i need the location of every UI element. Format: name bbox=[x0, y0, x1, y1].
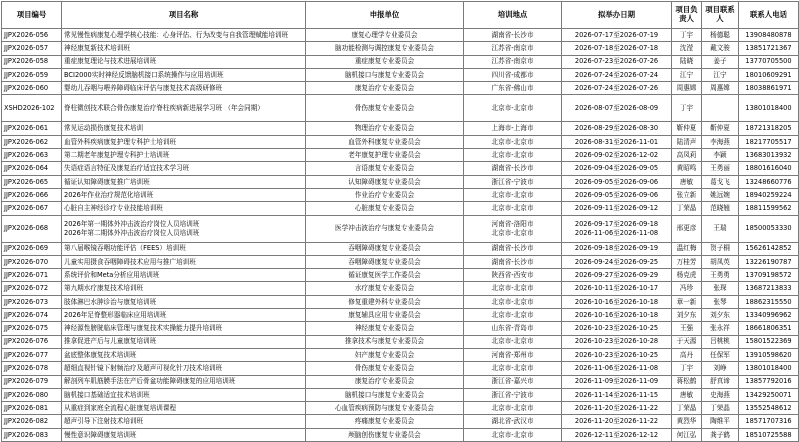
cell-unit: 心血管疾病预防与康复专业委员会 bbox=[306, 402, 464, 415]
cell-place: 广东省-佛山市 bbox=[464, 82, 562, 95]
cell-date: 2026-09-05至2026-09-06 bbox=[562, 175, 672, 188]
table-row bbox=[2, 388, 799, 401]
cell-phone: 13709198572 bbox=[739, 269, 799, 282]
cell-phone: 18661806351 bbox=[739, 322, 799, 335]
cell-phone: 13801018400 bbox=[739, 95, 799, 122]
header-code: 项目编号 bbox=[2, 2, 62, 29]
cell-date: 2026-08-31至2026-11-01 bbox=[562, 135, 672, 148]
table-row bbox=[2, 402, 799, 415]
table-row bbox=[2, 188, 799, 201]
table-row bbox=[2, 242, 799, 255]
cell-leader: 万桂芳 bbox=[672, 255, 702, 268]
cell-place: 北京市-北京市 bbox=[464, 362, 562, 375]
project-table bbox=[1, 1, 799, 442]
cell-leader: 黄昭鸣 bbox=[672, 162, 702, 175]
cell-date: 2026-10-23至2026-10-28 bbox=[562, 335, 672, 348]
cell-contact: 张永祥 bbox=[702, 322, 739, 335]
cell-leader: 刘夕东 bbox=[672, 309, 702, 322]
cell-leader: 沈滢 bbox=[672, 42, 702, 55]
cell-name: 血管外科疾病康复护理专科护士培训班 bbox=[62, 135, 306, 148]
cell-leader: 章一新 bbox=[672, 295, 702, 308]
cell-name: 超细直视针镜下射频治疗及超声可视化针刀技术培训班 bbox=[62, 362, 306, 375]
cell-leader: 丁荣晶 bbox=[672, 402, 702, 415]
cell-place: 江苏省-南京市 bbox=[464, 42, 562, 55]
cell-date: 2026-09-24至2026-09-25 bbox=[562, 255, 672, 268]
cell-unit: 重症康复专业委员会 bbox=[306, 55, 464, 68]
cell-phone: 18801616040 bbox=[739, 162, 799, 175]
cell-leader: 蒋松鹤 bbox=[672, 375, 702, 388]
table-row bbox=[2, 255, 799, 268]
header-phone: 联系人电话 bbox=[739, 2, 799, 29]
cell-unit: 作业治疗专业委员会 bbox=[306, 188, 464, 201]
cell-date: 2026-07-24至2026-07-24 bbox=[562, 68, 672, 81]
table-row bbox=[2, 29, 799, 42]
cell-code: XSHD2026-102 bbox=[2, 95, 62, 122]
cell-place: 江苏省-南京市 bbox=[464, 55, 562, 68]
header-date: 拟举办日期 bbox=[562, 2, 672, 29]
cell-date: 2026-09-17至2026-09-18 2026-11-06至2026-11-08 bbox=[562, 215, 672, 242]
cell-name: 常见慢性病康复心理学核心技能：心身评估、行为改变与自我管理赋能培训班 bbox=[62, 29, 306, 42]
cell-unit: 脑功能检测与调控康复专业委员会 bbox=[306, 42, 464, 55]
cell-leader: 张立新 bbox=[672, 188, 702, 201]
cell-leader: 丁宇 bbox=[672, 29, 702, 42]
cell-place: 湖北省-武汉市 bbox=[464, 415, 562, 428]
cell-leader: 江宁 bbox=[672, 68, 702, 81]
cell-contact: 刘峥 bbox=[702, 362, 739, 375]
cell-code: JJPX2026-058 bbox=[2, 55, 62, 68]
cell-contact: 王勇丽 bbox=[702, 162, 739, 175]
cell-contact: 江宁 bbox=[702, 68, 739, 81]
cell-phone: 18010609291 bbox=[739, 68, 799, 81]
table-body bbox=[2, 29, 799, 442]
cell-leader: 丁宇 bbox=[672, 95, 702, 122]
cell-contact: 张琛 bbox=[702, 282, 739, 295]
cell-name: 盆底整体康复技术培训班 bbox=[62, 348, 306, 361]
cell-name: 循证认知障碍康复推广培训班 bbox=[62, 175, 306, 188]
cell-phone: 13248660776 bbox=[739, 175, 799, 188]
cell-name: 2026年第一期体外冲击波治疗岗位人员培训班 2026年第二期体外冲击波治疗岗位人员培训班 bbox=[62, 215, 306, 242]
cell-leader: 陆清声 bbox=[672, 135, 702, 148]
cell-unit: 修复重建外科专业委员会 bbox=[306, 295, 464, 308]
cell-code: JJPX2026-078 bbox=[2, 362, 62, 375]
cell-date: 2026-11-20至2026-11-22 bbox=[562, 415, 672, 428]
cell-place: 浙江省-宁波市 bbox=[464, 388, 562, 401]
cell-contact: 史海燕 bbox=[702, 388, 739, 401]
cell-place: 四川省-成都市 bbox=[464, 68, 562, 81]
cell-place: 河南省-郑州市 bbox=[464, 348, 562, 361]
cell-unit: 心脏康复专业委员会 bbox=[306, 202, 464, 215]
cell-contact bbox=[702, 95, 739, 122]
cell-unit: 血管外科康复专业委员会 bbox=[306, 135, 464, 148]
cell-leader: 温红梅 bbox=[672, 242, 702, 255]
cell-place: 浙江省-嘉兴市 bbox=[464, 375, 562, 388]
cell-name: 第八届喉镜吞咽功能评估（FEES）培训班 bbox=[62, 242, 306, 255]
cell-code: JJPX2026-073 bbox=[2, 295, 62, 308]
table-row bbox=[2, 295, 799, 308]
cell-place: 河南省-洛阳市 北京市-北京市 bbox=[464, 215, 562, 242]
cell-place: 北京市-北京市 bbox=[464, 202, 562, 215]
cell-leader: 王强 bbox=[672, 322, 702, 335]
cell-contact: 胡凤英 bbox=[702, 255, 739, 268]
cell-unit: 疼痛康复专业委员会 bbox=[306, 415, 464, 428]
table-row bbox=[2, 149, 799, 162]
cell-date: 2026-09-11至2026-09-12 bbox=[562, 202, 672, 215]
cell-phone: 18217705517 bbox=[739, 135, 799, 148]
cell-code: JJPX2026-074 bbox=[2, 309, 62, 322]
cell-unit: 物理治疗专业委员会 bbox=[306, 122, 464, 135]
cell-place: 北京市-北京市 bbox=[464, 149, 562, 162]
cell-phone: 15801522369 bbox=[739, 335, 799, 348]
table-row bbox=[2, 335, 799, 348]
cell-date: 2026-08-07至2026-08-09 bbox=[562, 95, 672, 122]
cell-name: 常见运动损伤康复技术培训 bbox=[62, 122, 306, 135]
cell-date: 2026-07-18至2026-07-18 bbox=[562, 42, 672, 55]
cell-unit: 脑机接口与康复专业委员会 bbox=[306, 388, 464, 401]
cell-name: 推拿促进产后与儿童康复培训班 bbox=[62, 335, 306, 348]
cell-phone: 18510725588 bbox=[739, 428, 799, 441]
cell-place: 山东省-青岛市 bbox=[464, 322, 562, 335]
cell-code: JJPX2026-061 bbox=[2, 122, 62, 135]
cell-unit: 颅脑创伤康复专业委员会 bbox=[306, 428, 464, 441]
cell-unit: 吞咽障碍康复专业委员会 bbox=[306, 255, 464, 268]
cell-date: 2026-07-17至2026-07-19 bbox=[562, 29, 672, 42]
cell-contact: 刘夕东 bbox=[702, 309, 739, 322]
cell-code: JJPX2026-082 bbox=[2, 415, 62, 428]
cell-code: JJPX2026-064 bbox=[2, 162, 62, 175]
cell-place: 北京市-北京市 bbox=[464, 309, 562, 322]
cell-date: 2026-11-14至2026-11-15 bbox=[562, 388, 672, 401]
cell-code: JJPX2026-060 bbox=[2, 82, 62, 95]
cell-contact: 舒真谛 bbox=[702, 375, 739, 388]
cell-code: JJPX2026-062 bbox=[2, 135, 62, 148]
cell-contact: 葛戈飞 bbox=[702, 175, 739, 188]
cell-phone: 13340996962 bbox=[739, 309, 799, 322]
cell-place: 湖南省-长沙市 bbox=[464, 29, 562, 42]
cell-code: JJPX2026-077 bbox=[2, 348, 62, 361]
cell-phone: 15626142852 bbox=[739, 242, 799, 255]
cell-name: 慢性意识障碍康复培训班 bbox=[62, 428, 306, 441]
cell-name: 神经康复新技术培训班 bbox=[62, 42, 306, 55]
header-row bbox=[2, 2, 799, 29]
cell-contact: 靳仲夏 bbox=[702, 122, 739, 135]
cell-leader: 高凤莉 bbox=[672, 149, 702, 162]
cell-leader: 邢更彦 bbox=[672, 215, 702, 242]
table-row bbox=[2, 375, 799, 388]
cell-leader: 唐敏 bbox=[672, 388, 702, 401]
table-row bbox=[2, 135, 799, 148]
cell-unit: 水疗康复专业委员会 bbox=[306, 282, 464, 295]
table-row bbox=[2, 415, 799, 428]
header-contact: 项目联系人 bbox=[702, 2, 739, 29]
cell-leader: 黄烈华 bbox=[672, 415, 702, 428]
cell-code: JJPX2026-069 bbox=[2, 242, 62, 255]
cell-unit: 循证康复医学工作委员会 bbox=[306, 269, 464, 282]
cell-phone: 13857792016 bbox=[739, 375, 799, 388]
cell-phone: 13908480878 bbox=[739, 29, 799, 42]
cell-contact: 龚子鹤 bbox=[702, 428, 739, 441]
cell-unit: 推拿技术与康复专业委员会 bbox=[306, 335, 464, 348]
cell-unit: 康复治疗专业委员会 bbox=[306, 375, 464, 388]
header-place: 培训地点 bbox=[464, 2, 562, 29]
cell-unit: 言语康复专业委员会 bbox=[306, 162, 464, 175]
table-row bbox=[2, 95, 799, 122]
cell-code: JJPX2026-067 bbox=[2, 202, 62, 215]
cell-date: 2026-11-09至2026-11-09 bbox=[562, 375, 672, 388]
cell-leader: 于天源 bbox=[672, 335, 702, 348]
cell-phone: 18811599562 bbox=[739, 202, 799, 215]
cell-contact: 王勇勇 bbox=[702, 269, 739, 282]
table-row bbox=[2, 175, 799, 188]
cell-place: 北京市-北京市 bbox=[464, 335, 562, 348]
cell-code: JJPX2026-081 bbox=[2, 402, 62, 415]
cell-leader: 靳仲夏 bbox=[672, 122, 702, 135]
cell-unit: 妇产康复专业委员会 bbox=[306, 348, 464, 361]
cell-date: 2026-09-18至2026-09-19 bbox=[562, 242, 672, 255]
cell-contact: 范晓翘 bbox=[702, 202, 739, 215]
cell-name: 解剖列车肌筋膜手法在产后骨盆功能障碍康复的应用培训班 bbox=[62, 375, 306, 388]
cell-contact: 杨德聪 bbox=[702, 29, 739, 42]
cell-place: 北京市-北京市 bbox=[464, 428, 562, 441]
cell-unit: 吞咽障碍康复专业委员会 bbox=[306, 242, 464, 255]
cell-place: 湖南省-长沙市 bbox=[464, 255, 562, 268]
cell-date: 2026-10-11至2026-10-17 bbox=[562, 282, 672, 295]
cell-phone: 13910598620 bbox=[739, 348, 799, 361]
cell-date: 2026-07-23至2026-07-26 bbox=[562, 55, 672, 68]
cell-phone: 18862315550 bbox=[739, 295, 799, 308]
cell-phone: 18721318205 bbox=[739, 122, 799, 135]
cell-phone: 13851721367 bbox=[739, 42, 799, 55]
cell-contact: 李海燕 bbox=[702, 135, 739, 148]
table-row bbox=[2, 162, 799, 175]
cell-phone: 18038861971 bbox=[739, 82, 799, 95]
cell-code: JJPX2026-076 bbox=[2, 335, 62, 348]
cell-name: 脊柱微创技术联合骨伤康复治疗脊柱疾病新进展学习班 （年会同期） bbox=[62, 95, 306, 122]
cell-code: JJPX2026-075 bbox=[2, 322, 62, 335]
cell-date: 2026-09-27至2026-09-29 bbox=[562, 269, 672, 282]
table-row bbox=[2, 309, 799, 322]
cell-contact: 戴文骏 bbox=[702, 42, 739, 55]
cell-contact: 姚远婉 bbox=[702, 188, 739, 201]
cell-phone: 13770705500 bbox=[739, 55, 799, 68]
cell-code: JJPX2026-072 bbox=[2, 282, 62, 295]
cell-phone: 18500053330 bbox=[739, 215, 799, 242]
cell-code: JJPX2026-070 bbox=[2, 255, 62, 268]
table-row bbox=[2, 269, 799, 282]
table-row bbox=[2, 42, 799, 55]
cell-code: JJPX2026-057 bbox=[2, 42, 62, 55]
cell-unit: 康复心理学专业委员会 bbox=[306, 29, 464, 42]
table-row bbox=[2, 55, 799, 68]
table-row bbox=[2, 428, 799, 441]
cell-date: 2026-09-02至2026-12-02 bbox=[562, 149, 672, 162]
cell-leader: 高丹 bbox=[672, 348, 702, 361]
cell-phone: 13683013932 bbox=[739, 149, 799, 162]
cell-code: JJPX2026-063 bbox=[2, 149, 62, 162]
cell-leader: 周惠嫦 bbox=[672, 82, 702, 95]
table-row bbox=[2, 122, 799, 135]
cell-name: 系统评价和Meta分析应用培训班 bbox=[62, 269, 306, 282]
cell-contact: 任保军 bbox=[702, 348, 739, 361]
cell-place: 湖南省-长沙市 bbox=[464, 242, 562, 255]
cell-unit: 康复治疗专业委员会 bbox=[306, 82, 464, 95]
cell-leader: 丁宇 bbox=[672, 362, 702, 375]
cell-code: JJPX2026-065 bbox=[2, 175, 62, 188]
table-row bbox=[2, 362, 799, 375]
cell-code: JJPX2026-066 bbox=[2, 188, 62, 201]
cell-leader: 陆晓 bbox=[672, 55, 702, 68]
header-name: 项目名称 bbox=[62, 2, 306, 29]
cell-place: 北京市-北京市 bbox=[464, 295, 562, 308]
header-leader: 项目负责人 bbox=[672, 2, 702, 29]
cell-phone: 13429250071 bbox=[739, 388, 799, 401]
cell-date: 2026-11-06至2026-11-08 bbox=[562, 362, 672, 375]
cell-place: 北京市-北京市 bbox=[464, 402, 562, 415]
cell-name: 2026年作业治疗规范化培训班 bbox=[62, 188, 306, 201]
cell-code: JJPX2026-056 bbox=[2, 29, 62, 42]
cell-contact: 张琴 bbox=[702, 295, 739, 308]
cell-date: 2026-10-23至2026-10-25 bbox=[562, 322, 672, 335]
cell-contact: 贺子桐 bbox=[702, 242, 739, 255]
cell-name: 婴幼儿吞咽与喂养障碍临床评估与康复技术高级研修班 bbox=[62, 82, 306, 95]
cell-place: 浙江省-宁波市 bbox=[464, 175, 562, 188]
cell-name: 神经源性膀胱临床管理与康复技术实操能力提升培训班 bbox=[62, 322, 306, 335]
cell-date: 2026-10-16至2026-10-18 bbox=[562, 295, 672, 308]
cell-code: JJPX2026-079 bbox=[2, 375, 62, 388]
cell-place: 湖南省-长沙市 bbox=[464, 162, 562, 175]
cell-code: JJPX2026-083 bbox=[2, 428, 62, 441]
table-row bbox=[2, 348, 799, 361]
cell-date: 2026-08-29至2026-08-30 bbox=[562, 122, 672, 135]
cell-code: JJPX2026-068 bbox=[2, 215, 62, 242]
cell-date: 2026-12-11至2026-12-12 bbox=[562, 428, 672, 441]
cell-place: 陕西省-西安市 bbox=[464, 269, 562, 282]
cell-date: 2026-09-05至2026-09-06 bbox=[562, 188, 672, 201]
table-row bbox=[2, 82, 799, 95]
cell-code: JJPX2026-080 bbox=[2, 388, 62, 401]
cell-name: BCI2000实时神经反馈脑机接口系统操作与应用培训班 bbox=[62, 68, 306, 81]
cell-phone: 13226190787 bbox=[739, 255, 799, 268]
cell-leader: 丁荣晶 bbox=[672, 202, 702, 215]
header-unit: 申报单位 bbox=[306, 2, 464, 29]
table-row bbox=[2, 202, 799, 215]
table-row bbox=[2, 68, 799, 81]
cell-contact: 姜子 bbox=[702, 55, 739, 68]
cell-unit: 康复辅具应用专业委员会 bbox=[306, 309, 464, 322]
cell-phone: 13552548612 bbox=[739, 402, 799, 415]
cell-contact: 丁荣晶 bbox=[702, 402, 739, 415]
cell-leader: 何江弘 bbox=[672, 428, 702, 441]
cell-contact: 李颖 bbox=[702, 149, 739, 162]
cell-unit: 老年康复护理专业委员会 bbox=[306, 149, 464, 162]
cell-contact: 吕桃桃 bbox=[702, 335, 739, 348]
cell-place: 北京市-北京市 bbox=[464, 135, 562, 148]
cell-date: 2026-07-24至2026-07-26 bbox=[562, 82, 672, 95]
cell-unit: 神经康复专业委员会 bbox=[306, 322, 464, 335]
cell-date: 2026-09-04至2026-09-05 bbox=[562, 162, 672, 175]
cell-place: 北京市-北京市 bbox=[464, 282, 562, 295]
cell-date: 2026-11-20至2026-11-22 bbox=[562, 402, 672, 415]
cell-leader: 冯珍 bbox=[672, 282, 702, 295]
cell-unit: 骨伤康复专业委员会 bbox=[306, 95, 464, 122]
cell-name: 儿童实用摄食吞咽障碍技术应用与推广培训班 bbox=[62, 255, 306, 268]
cell-date: 2026-10-23至2026-10-25 bbox=[562, 348, 672, 361]
cell-leader: 唐敏 bbox=[672, 175, 702, 188]
cell-date: 2026-10-16至2026-10-18 bbox=[562, 309, 672, 322]
table-row bbox=[2, 215, 799, 242]
cell-name: 2026年足脊整形器临床应用培训班 bbox=[62, 309, 306, 322]
cell-name: 第九期水疗康复技术培训班 bbox=[62, 282, 306, 295]
cell-name: 肢体淋巴水肿诊治与康复培训班 bbox=[62, 295, 306, 308]
cell-phone: 18940259224 bbox=[739, 188, 799, 201]
cell-unit: 医学冲击波治疗与康复专业委员会 bbox=[306, 215, 464, 242]
cell-code: JJPX2026-071 bbox=[2, 269, 62, 282]
table-row bbox=[2, 322, 799, 335]
cell-place: 北京市-北京市 bbox=[464, 188, 562, 201]
cell-unit: 认知障碍康复专业委员会 bbox=[306, 175, 464, 188]
cell-leader: 杨克虎 bbox=[672, 269, 702, 282]
cell-name: 脑机接口基础适宜技术培训班 bbox=[62, 388, 306, 401]
cell-name: 心脏自主神经诊疗专业技能培训班 bbox=[62, 202, 306, 215]
cell-contact: 王瑞 bbox=[702, 215, 739, 242]
cell-code: JJPX2026-059 bbox=[2, 68, 62, 81]
cell-phone: 13687213833 bbox=[739, 282, 799, 295]
cell-phone: 18571707316 bbox=[739, 415, 799, 428]
cell-contact: 周惠嫦 bbox=[702, 82, 739, 95]
cell-name: 失语症语言特征及康复治疗适宜技术学习班 bbox=[62, 162, 306, 175]
cell-place: 北京市-北京市 bbox=[464, 95, 562, 122]
cell-contact: 陶维平 bbox=[702, 415, 739, 428]
table-row bbox=[2, 282, 799, 295]
cell-unit: 骨伤康复专业委员会 bbox=[306, 362, 464, 375]
cell-name: 重症康复理论与技术进展培训班 bbox=[62, 55, 306, 68]
cell-name: 第二期老年康复护理专科护士培训班 bbox=[62, 149, 306, 162]
cell-name: 从重症到家庭全流程心脏康复培训课程 bbox=[62, 402, 306, 415]
cell-phone: 13801018400 bbox=[739, 362, 799, 375]
cell-unit: 脑机接口与康复专业委员会 bbox=[306, 68, 464, 81]
cell-place: 上海市-上海市 bbox=[464, 122, 562, 135]
cell-name: 超声引导下注射技术培训班 bbox=[62, 415, 306, 428]
